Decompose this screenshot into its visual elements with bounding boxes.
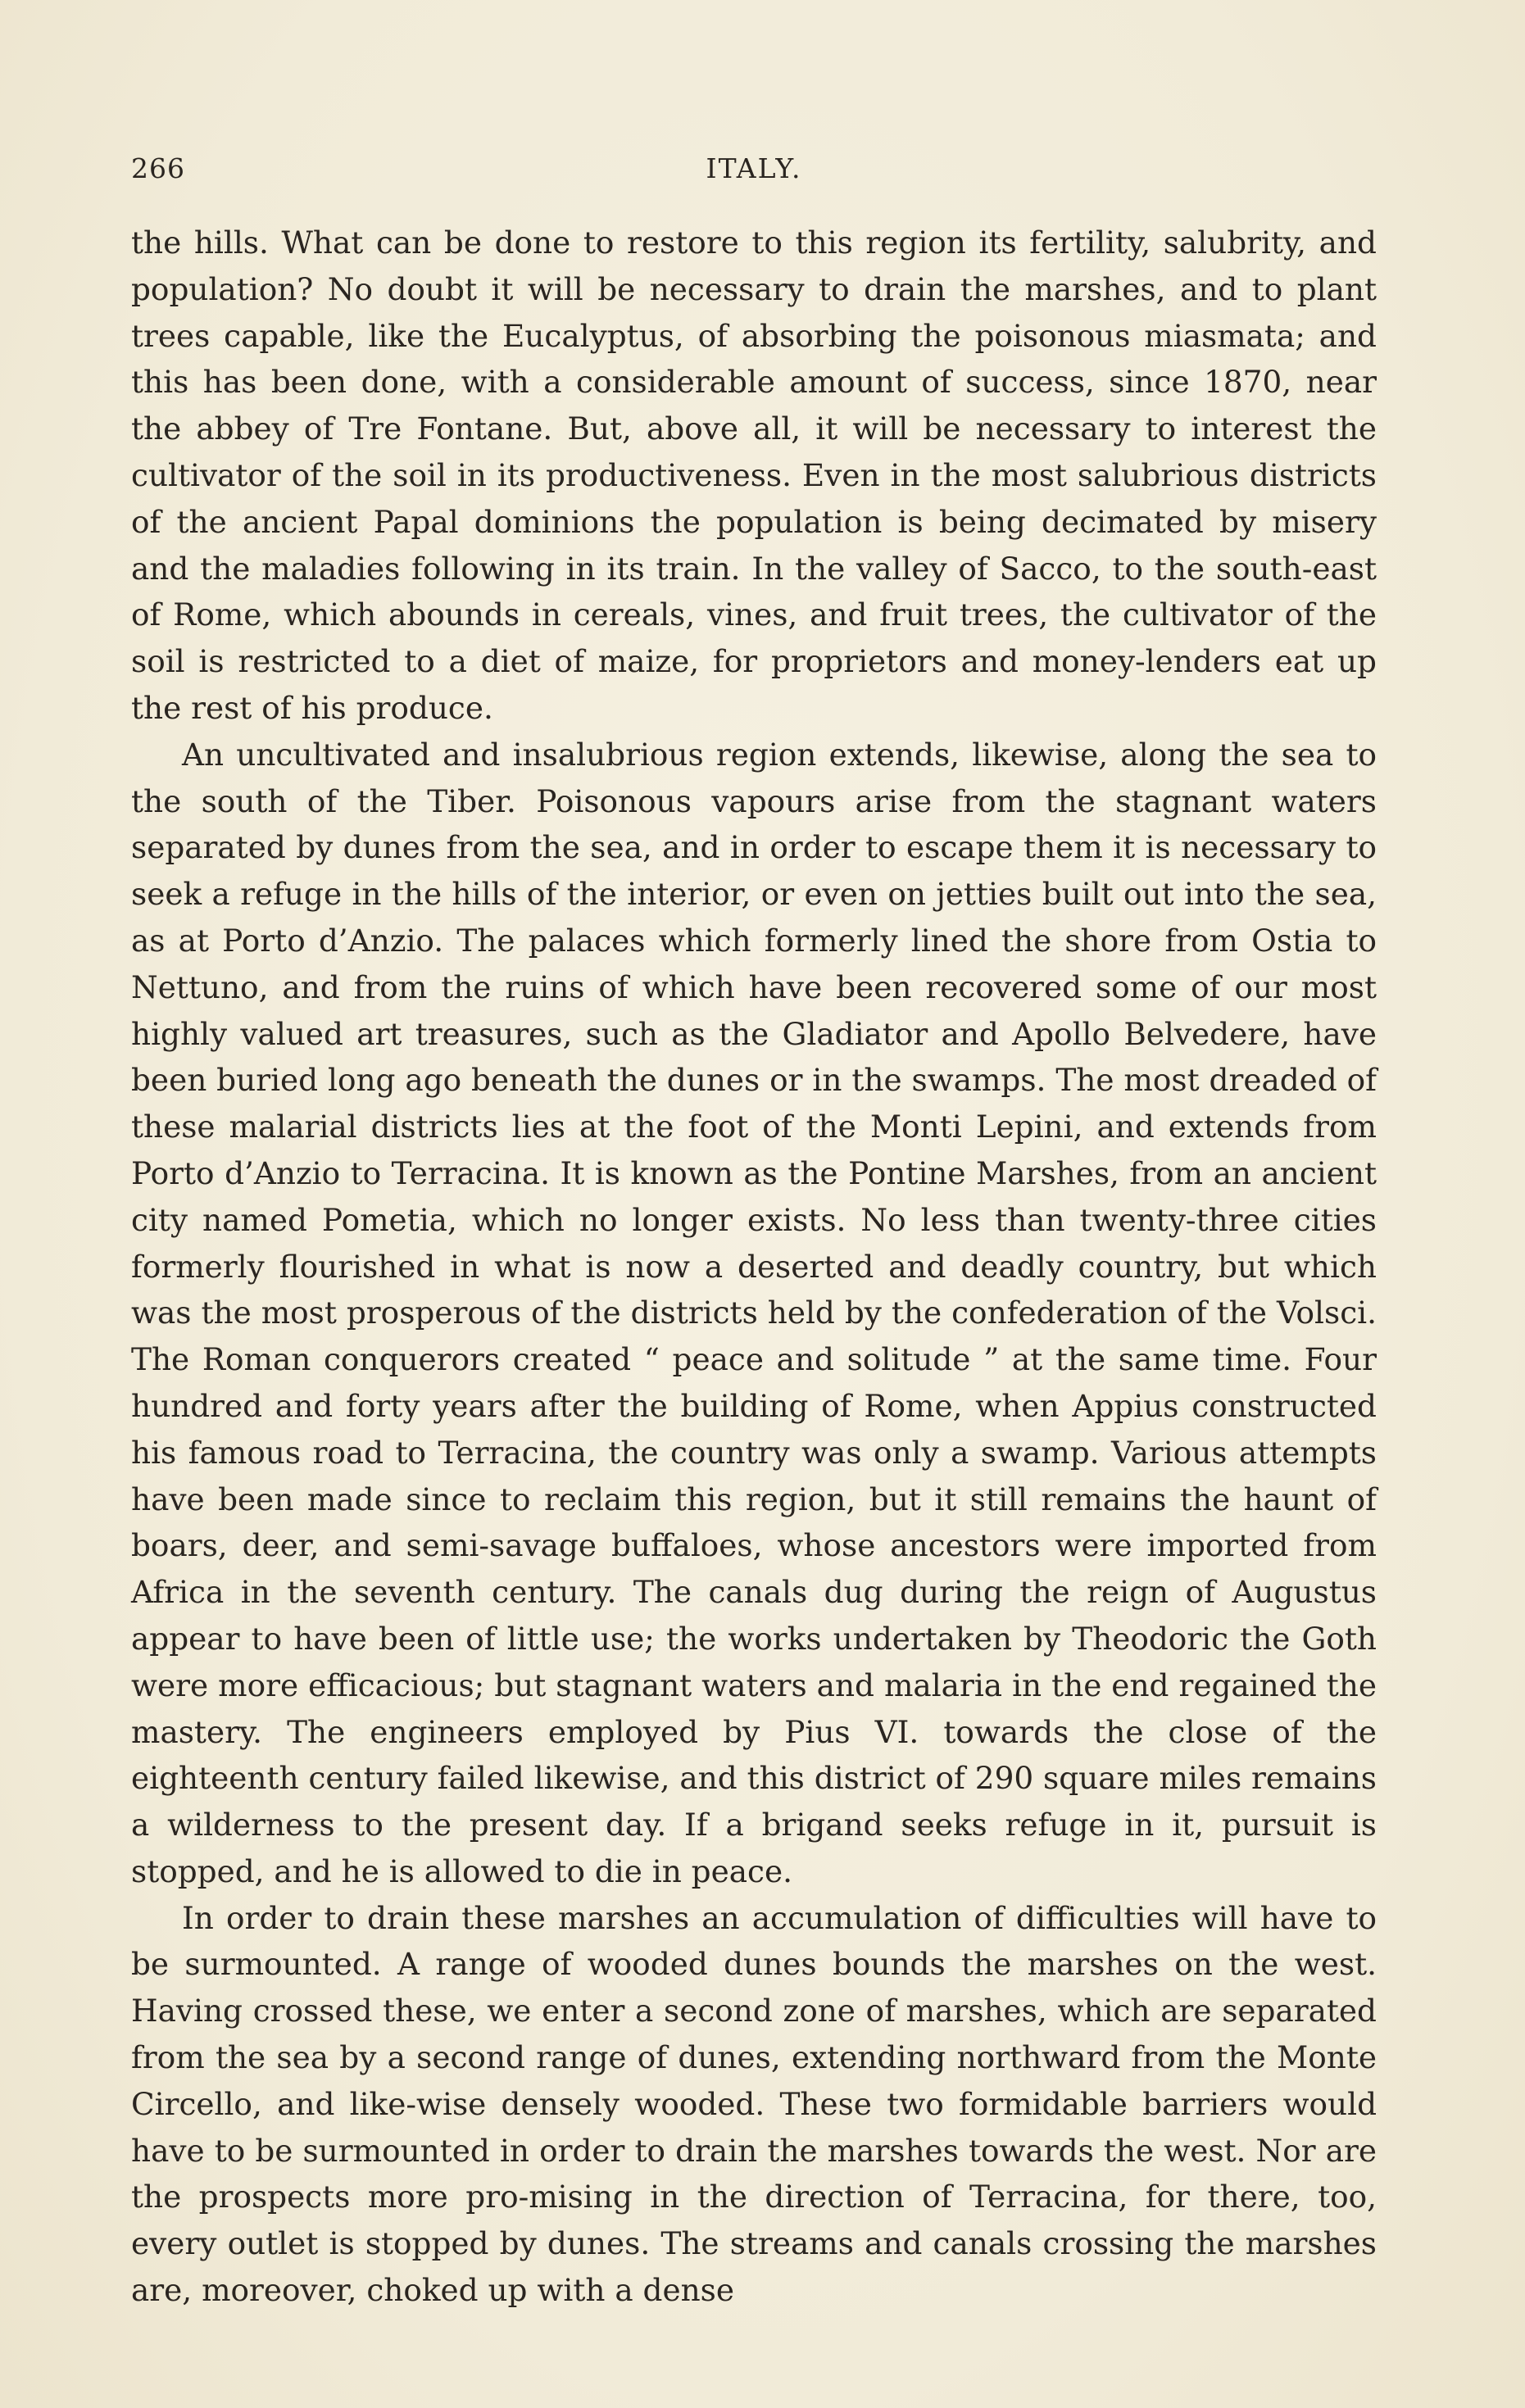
body-text (131, 220, 1377, 2314)
paragraph-drainage: In order to drain these marshes an accumulation of difficulties will have to be surmounted. A range of wooded dunes bounds the marshes on the west. Having crossed these, we enter a second zone of marshes, which are separated from the sea by a second range of dunes, extending northward from the Monte Circello, and like-wise densely wooded. These two formidable barriers would have to be surmounted in order to drain the marshes towards the west. Nor are the prospects more pro-mising in the direction of Terracina, for there, too, every outlet is stopped by dunes. The streams and canals crossing the marshes are, moreover, choked up with a dense (131, 1899, 1377, 2309)
page-number: 266 (131, 152, 185, 184)
running-head: ITALY. (706, 152, 802, 184)
paragraph-pontine-marshes: An uncultivated and insalubrious region extends, likewise, along the sea to the south of the Tiber. Poisonous vapours arise from the stagnant waters separated by dunes from the sea, and in order to escape them it is necessary to seek a refuge in the hills of the interior, or even on jetties built out into the sea, as at Porto d’Anzio. The palaces which formerly lined the shore from Ostia to Nettuno, and from the ruins of which have been recovered some of our most highly valued art treasures, such as the Gladiator and Apollo Belvedere, have been buried long ago beneath the dunes or in the swamps. The most dreaded of these malarial districts lies at the foot of the Monti Lepini, and extends from Porto d’Anzio to Terracina. It is known as the Pontine Marshes, from an ancient city named Pometia, which no longer exists. No less than twenty-three cities formerly flourished in what is now a deserted and deadly country, but which was the most prosperous of the districts held by the confederation of the Volsci. The Roman conquerors created “ peace and solitude ” at the same time. Four hundred and forty years after the building of Rome, when Appius constructed his famous road to Terracina, the country was only a swamp. Various attempts have been made since to reclaim this region, but it still remains the haunt of boars, deer, and semi-savage buffaloes, whose ancestors were imported from Africa in the seventh century. The canals dug during the reign of Augustus appear to have been of little use; the works undertaken by Theodoric the Goth were more efficacious; but stagnant waters and malaria in the end regained the mastery. The engineers employed by Pius VI. towards the close of the eighteenth century failed likewise, and this district of 290 square miles remains a wilderness to the present day. If a brigand seeks refuge in it, pursuit is stopped, and he is allowed to die in peace. (131, 736, 1377, 1889)
paragraph-continued: the hills. What can be done to restore to this region its fertility, salubrity, and population? No doubt it will be necessary to drain the marshes, and to plant trees capable, like the Eucalyptus, of absorbing the poisonous miasmata; and this has been done, with a considerable amount of success, since 1870, near the abbey of Tre Fontane. But, above all, it will be necessary to interest the cultivator of the soil in its productiveness. Even in the most salubrious districts of the ancient Papal dominions the population is being decimated by misery and the maladies following in its train. In the valley of Sacco, to the south-east of Rome, which abounds in cereals, vines, and fruit trees, the cultivator of the soil is restricted to a diet of maize, for proprietors and money-lenders eat up the rest of his produce. (131, 224, 1377, 726)
page-header (131, 152, 1377, 193)
